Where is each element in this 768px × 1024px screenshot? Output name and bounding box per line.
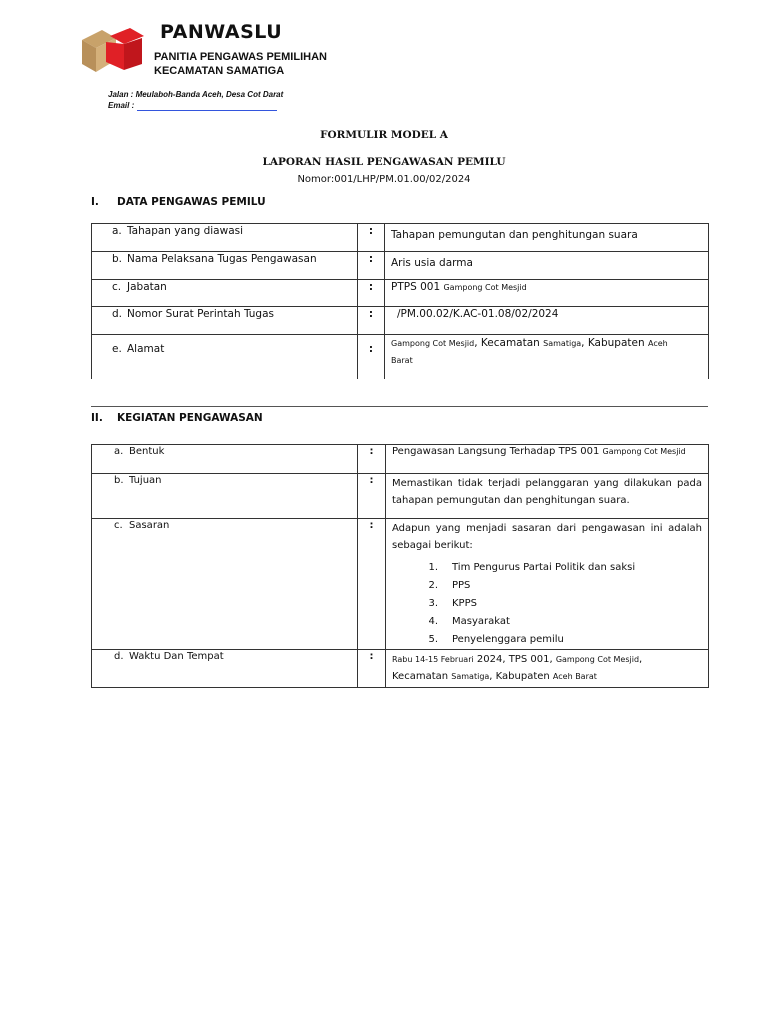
list-item: 5. Penyelenggara pemilu	[428, 634, 564, 645]
section1-heading	[91, 196, 266, 208]
row-value: /PM.00.02/K.AC-01.08/02/2024	[385, 307, 709, 335]
table-row: a. Tahapan yang diawasi : Tahapan pemungutan dan penghitungan suara	[92, 224, 709, 252]
form-title: FORMULIR MODEL A	[320, 129, 448, 141]
list-item: 4. Masyarakat	[428, 616, 510, 627]
sasaran-list	[392, 559, 702, 649]
row-label: Nama Pelaksana Tugas Pengawasan	[127, 253, 317, 265]
email-label: Email :	[108, 101, 135, 110]
row-separator: :	[358, 474, 386, 519]
list-item: 2. PPS	[428, 580, 471, 591]
row-label: Tujuan	[129, 475, 162, 486]
section-divider	[91, 406, 708, 407]
row-separator: :	[358, 519, 386, 650]
row-label: Sasaran	[129, 520, 170, 531]
row-separator: :	[358, 224, 385, 252]
email-link[interactable]	[137, 102, 277, 111]
report-number: Nomor:001/LHP/PM.01.00/02/2024	[297, 174, 471, 185]
email-line	[108, 100, 283, 111]
report-title: LAPORAN HASIL PENGAWASAN PEMILU	[262, 156, 506, 168]
list-item: 3. KPPS	[428, 598, 477, 609]
row-value: PTPS 001 Gampong Cot Mesjid	[385, 280, 709, 307]
row-label: Alamat	[127, 343, 165, 355]
table-row: b. Tujuan : Memastikan tidak terjadi pelanggaran yang dilakukan pada tahapan pemungutan dan penghitungan suara.	[92, 474, 709, 519]
table-row: d. Waktu Dan Tempat : Rabu 14-15 Februari 2024, TPS 001, Gampong Cot Mesjid, Kecamatan Samatiga, Kabupaten Aceh Barat	[92, 650, 709, 688]
org-line1: PANITIA PENGAWAS PEMILIHAN	[154, 51, 327, 63]
address-line: Jalan : Meulaboh-Banda Aceh, Desa Cot Darat	[108, 90, 284, 99]
row-separator: :	[358, 650, 386, 688]
row-value: Pengawasan Langsung Terhadap TPS 001 Gampong Cot Mesjid	[386, 445, 709, 474]
table-row: c. Jabatan : PTPS 001 Gampong Cot Mesjid	[92, 280, 709, 307]
row-label: Bentuk	[129, 446, 165, 457]
table-row: e. Alamat : Gampong Cot Mesjid, Kecamatan Samatiga, Kabupaten Aceh Barat	[92, 335, 709, 379]
table-row: b. Nama Pelaksana Tugas Pengawasan : Aris usia darma	[92, 252, 709, 280]
org-line2: KECAMATAN SAMATIGA	[154, 65, 285, 77]
row-value: Rabu 14-15 Februari 2024, TPS 001, Gampong Cot Mesjid, Kecamatan Samatiga, Kabupaten Aceh Barat	[386, 650, 709, 688]
list-item: 1. Tim Pengurus Partai Politik dan saksi	[428, 562, 636, 573]
row-value: Tahapan pemungutan dan penghitungan suara	[385, 224, 709, 252]
org-subtitle	[154, 50, 327, 78]
section2-title: KEGIATAN PENGAWASAN	[117, 412, 263, 424]
sasaran-intro: Adapun yang menjadi sasaran dari pengawasan ini adalah sebagai berikut:	[392, 523, 702, 551]
table-row: a. Bentuk : Pengawasan Langsung Terhadap TPS 001 Gampong Cot Mesjid	[92, 445, 709, 474]
row-label: Jabatan	[127, 281, 167, 293]
row-label: Nomor Surat Perintah Tugas	[127, 308, 275, 320]
panwaslu-logo	[80, 22, 146, 78]
row-label: Waktu Dan Tempat	[129, 651, 224, 662]
row-separator: :	[358, 445, 386, 474]
row-value: Gampong Cot Mesjid, Kecamatan Samatiga, Kabupaten Aceh Barat	[385, 335, 709, 379]
table-row: d. Nomor Surat Perintah Tugas : /PM.00.02/K.AC-01.08/02/2024	[92, 307, 709, 335]
table-row: c. Sasaran : Adapun yang menjadi sasaran dari pengawasan ini adalah sebagai berikut: 1. Tim Pengurus Partai Politik dan saksi 2. PPS 3. KPPS 4. Masyarakat 5. Penyelenggara pemilu	[92, 519, 709, 650]
section1-table	[91, 223, 709, 379]
org-name: PANWASLU	[160, 21, 283, 43]
section2-heading	[91, 412, 263, 424]
row-value: Aris usia darma	[385, 252, 709, 280]
row-value	[386, 519, 709, 650]
row-separator: :	[358, 280, 385, 307]
row-label: Tahapan yang diawasi	[127, 225, 244, 237]
section1-number: I.	[91, 196, 99, 208]
address-block	[108, 89, 283, 111]
section1-title: DATA PENGAWAS PEMILU	[117, 196, 266, 208]
row-separator: :	[358, 335, 385, 379]
section2-number: II.	[91, 412, 103, 424]
row-value: Memastikan tidak terjadi pelanggaran yang dilakukan pada tahapan pemungutan dan penghitungan suara.	[386, 474, 709, 519]
row-separator: :	[358, 307, 385, 335]
row-separator: :	[358, 252, 385, 280]
section2-table	[91, 444, 709, 688]
